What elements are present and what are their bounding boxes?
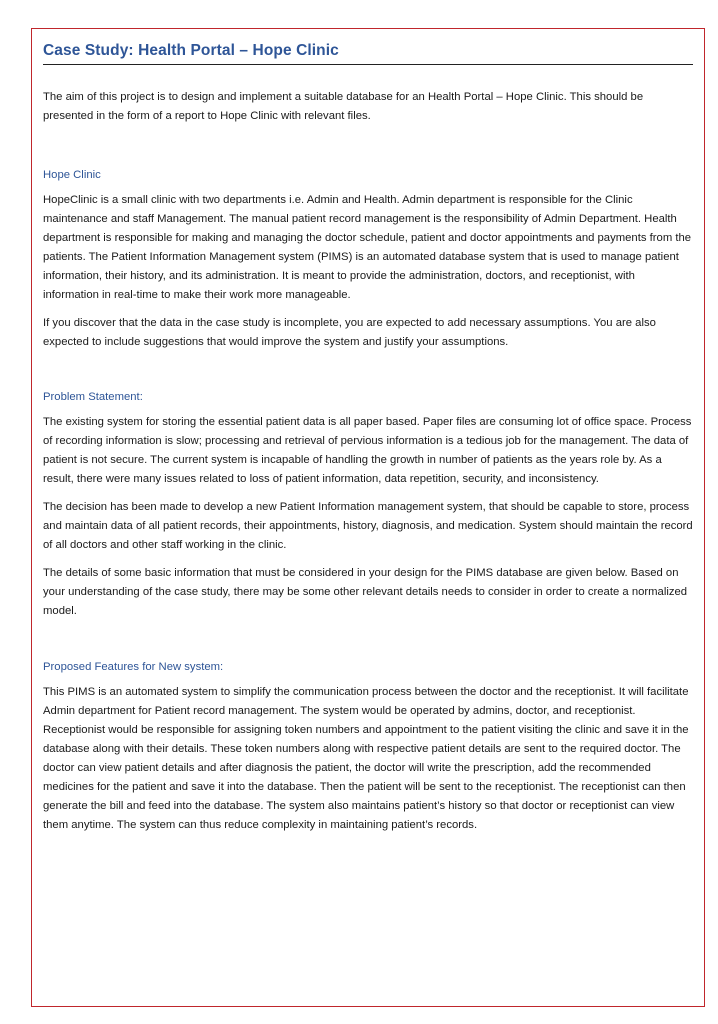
intro-paragraph: The aim of this project is to design and implement a suitable database for an Health Portal – Hope Clinic. This should be presented in the form of a report to Hope Clinic with relevant files.: [43, 91, 644, 122]
problem-paragraph-3: The details of some basic information that must be considered in your design for the PIMS database are given below. Based on your understanding of the case study, there may be some other relevant details needs to consider in order to create a normalized model.: [43, 567, 688, 617]
document-title: Case Study: Health Portal – Hope Clinic: [43, 42, 693, 65]
document-body: [43, 42, 693, 835]
heading-hope-clinic: Hope Clinic: [43, 169, 101, 181]
hope-clinic-paragraph-2: If you discover that the data in the case study is incomplete, you are expected to add necessary assumptions. You are also expected to include suggestions that would improve the system and justify your assumptions.: [43, 317, 656, 348]
hope-clinic-paragraph-1: HopeClinic is a small clinic with two departments i.e. Admin and Health. Admin department is responsible for the Clinic maintenance and staff Management. The manual patient record management is the responsibility of Admin Department. Health department is responsible for making and managing the doctor schedule, patient and doctor appointments and payments from the patients. The Patient Information Management system (PIMS) is an automated database system that is used to manage patient information, their history, and its administration. It is meant to provide the administration, doctors, and receptionist, with information in real-time to make their work more manageable.: [43, 194, 692, 301]
heading-proposed-features: Proposed Features for New system:: [43, 661, 224, 673]
proposed-features-paragraph: This PIMS is an automated system to simplify the communication process between the doctor and the receptionist. It will facilitate Admin department for Patient record management. The system would be operated by admins, doctor, and receptionist. Receptionist would be responsible for assigning token numbers and appointment to the patient visiting the clinic and save it in the database along with their details. These token numbers along with respective patient details are sent to the required doctor. The doctor can view patient details and after diagnosis the patient, the doctor will write the prescription, add the recommended medicines for the patient and save it into the database. Then the patient will be sent to the receptionist. The receptionist can then generate the bill and feed into the database. The system also maintains patient’s history so that doctor or receptionist can view them anytime. The system can thus reduce complexity in maintaining patient’s records.: [43, 686, 689, 831]
problem-paragraph-1: The existing system for storing the essential patient data is all paper based. Paper files are consuming lot of office space. Process of recording information is slow; processing and retrieval of pervious information is a tedious job for the management. The data of patient is not secure. The current system is incapable of handling the growth in number of patients as the years role by. As a result, there were many issues related to loss of patient information, data repetition, security, and inconsistency.: [43, 416, 692, 485]
heading-problem-statement: Problem Statement:: [43, 391, 143, 403]
problem-paragraph-2: The decision has been made to develop a new Patient Information management system, that should be capable to store, process and maintain data of all patient records, their appointments, history, diagnosis, and medication. System should maintain the record of all doctors and other staff working in the clinic.: [43, 501, 693, 551]
